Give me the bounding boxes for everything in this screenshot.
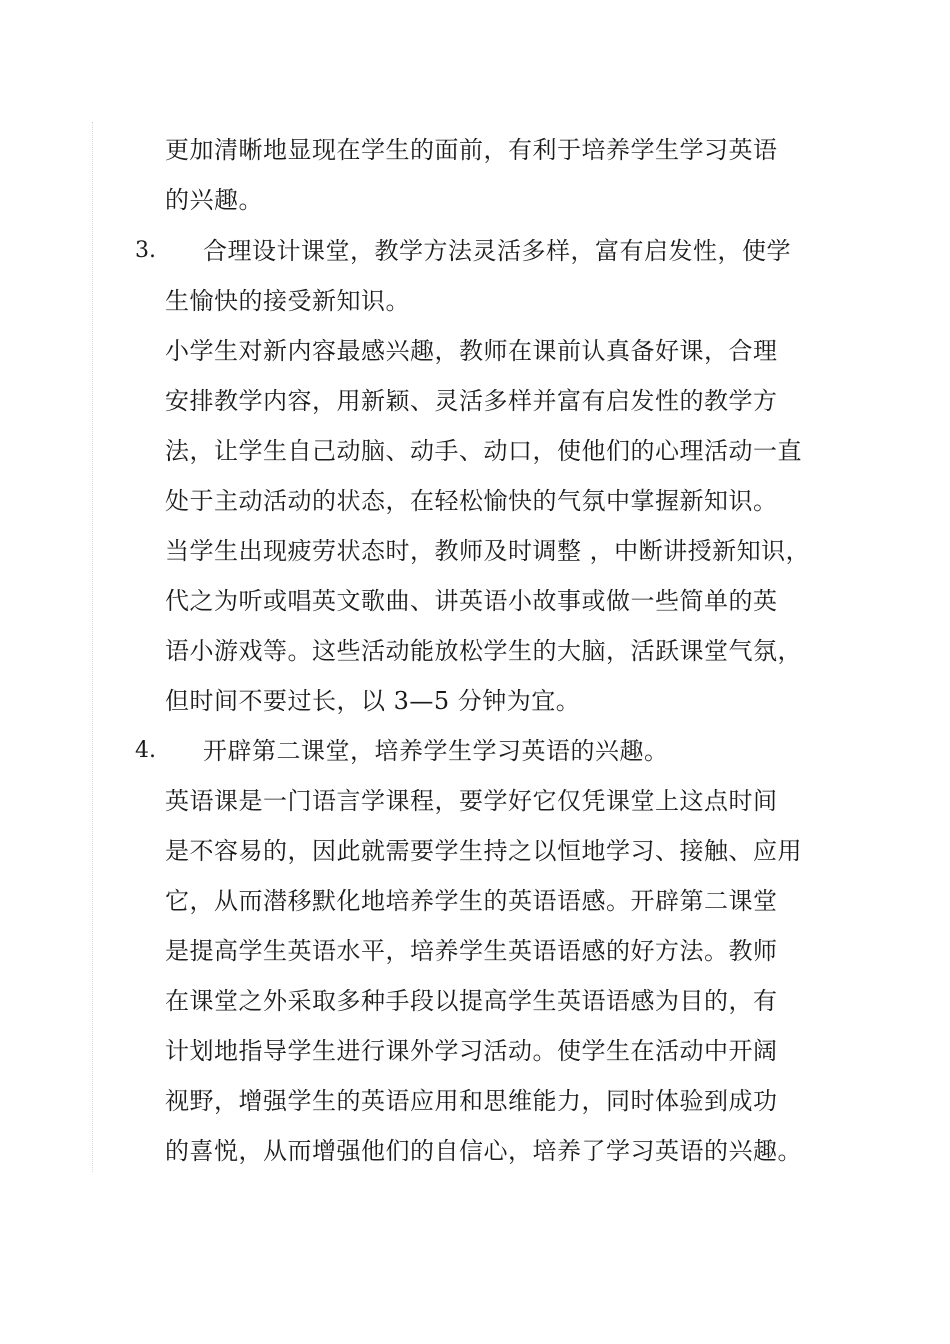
paragraph-line: 法，让学生自己动脑、动手、动口，使他们的心理活动一直: [165, 437, 802, 465]
paragraph-line: 计划地指导学生进行课外学习活动。使学生在活动中开阔: [165, 1037, 778, 1065]
item3-heading: 合理设计课堂，教学方法灵活多样，富有启发性，使学: [203, 237, 791, 265]
list-number-3: 3.: [135, 238, 156, 263]
paragraph-line: 当学生出现疲劳状态时，教师及时调整 ，中断讲授新知识，: [165, 537, 811, 565]
paragraph-line: 语小游戏等。这些活动能放松学生的大脑，活跃课堂气氛，: [165, 637, 802, 665]
paragraph-line: 是不容易的，因此就需要学生持之以恒地学习、接触、应用: [165, 837, 802, 865]
paragraph-line: 代之为听或唱英文歌曲、讲英语小故事或做一些简单的英: [165, 587, 778, 615]
paragraph-line: 小学生对新内容最感兴趣，教师在课前认真备好课，合理: [165, 337, 778, 365]
list-number-4: 4.: [135, 738, 156, 763]
paragraph-line: 是提高学生英语水平，培养学生英语语感的好方法。教师: [165, 937, 778, 965]
paragraph-line: 它，从而潜移默化地培养学生的英语语感。开辟第二课堂: [165, 887, 778, 915]
paragraph-line: 视野，增强学生的英语应用和思维能力，同时体验到成功: [165, 1087, 778, 1115]
paragraph-line: 但时间不要过长，以 3—5 分钟为宜。: [165, 687, 581, 715]
paragraph-line: 更加清晰地显现在学生的面前，有利于培养学生学习英语: [165, 136, 778, 164]
item4-heading: 开辟第二课堂，培养学生学习英语的兴趣。: [203, 737, 669, 765]
paragraph-line: 处于主动活动的状态，在轻松愉快的气氛中掌握新知识。: [165, 487, 778, 515]
item3-heading-continued: 生愉快的接受新知识。: [165, 287, 410, 315]
paragraph-line: 的兴趣。: [165, 186, 263, 214]
paragraph-line: 的喜悦，从而增强他们的自信心，培养了学习英语的兴趣。: [165, 1137, 802, 1165]
paragraph-line: 在课堂之外采取多种手段以提高学生英语语感为目的，有: [165, 987, 778, 1015]
paragraph-line: 英语课是一门语言学课程，要学好它仅凭课堂上这点时间: [165, 787, 778, 815]
paragraph-line: 安排教学内容，用新颖、灵活多样并富有启发性的教学方: [165, 387, 778, 415]
